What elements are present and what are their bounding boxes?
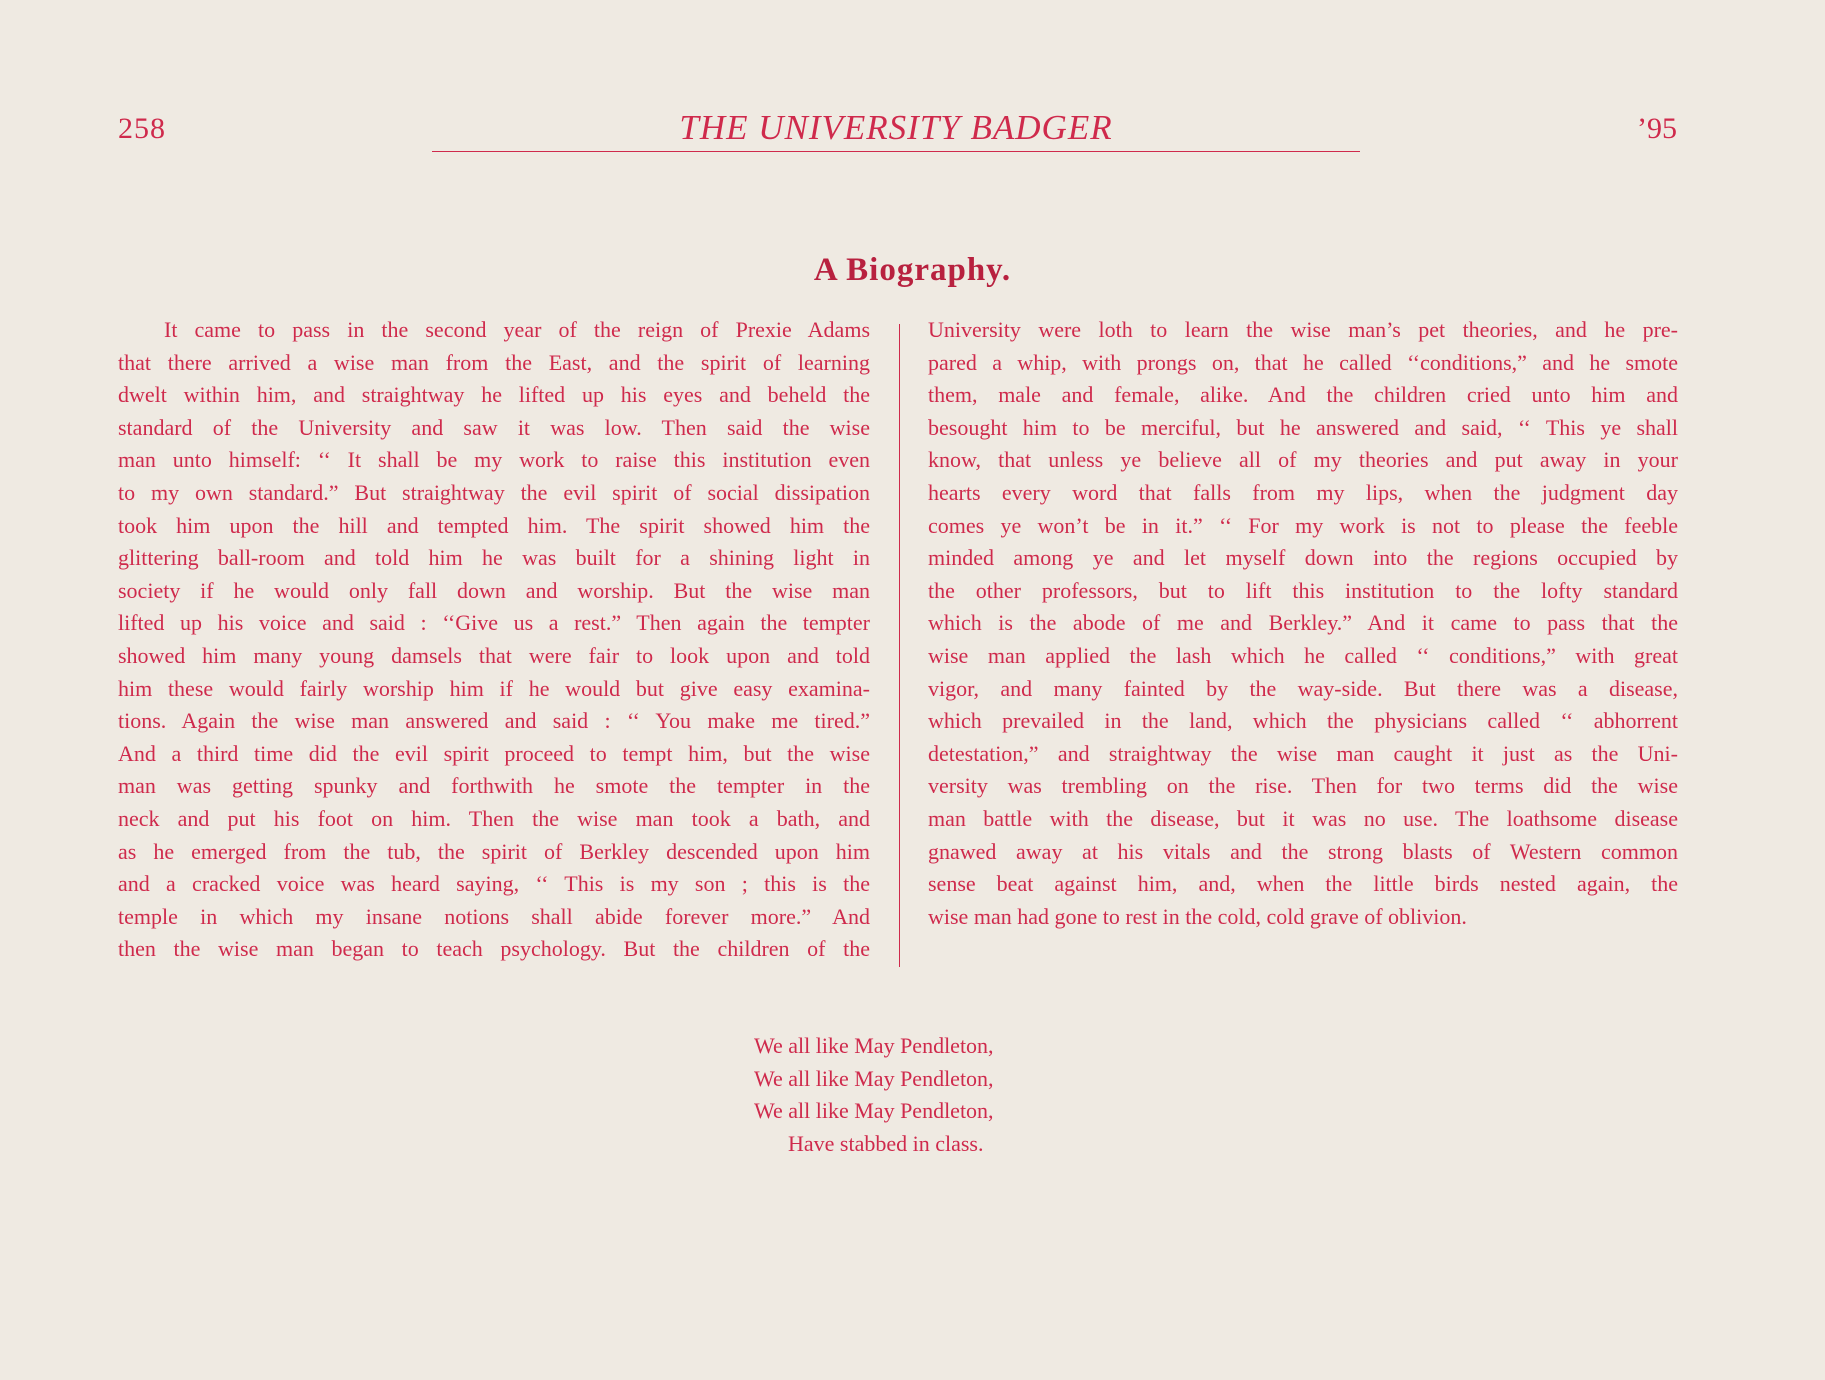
text-line: man was getting spunky and forthwith he smote the tempter in the [118,773,870,799]
text-line: tions. Again the wise man answered and said : ‘‘ You make me tired.” [118,708,870,734]
year-label: ’95 [1637,112,1677,145]
text-line: society if he would only fall down and worship. But the wise man [118,577,870,603]
text-line: minded among ye and let myself down into the regions occupied by [928,545,1678,571]
text-line: wise man applied the lash which he called ‘‘ conditions,” with great [928,642,1678,668]
text-line: gnawed away at his vitals and the strong blasts of Western common [928,838,1678,864]
verse [754,1030,994,1160]
text-line: besought him to be merciful, but he answered and said, ‘‘ This ye shall [928,414,1678,440]
text-line: him these would fairly worship him if he would but give easy examina- [118,675,870,701]
text-line: that there arrived a wise man from the East, and the spirit of learning [118,349,870,375]
text-line: which prevailed in the land, which the physicians called ‘‘ abhorrent [928,708,1678,734]
text-line: neck and put his foot on him. Then the wise man took a bath, and [118,805,870,831]
text-line: versity was trembling on the rise. Then for two terms did the wise [928,773,1678,799]
text-line: glittering ball-room and told him he was built for a shining light in [118,545,870,571]
text-line: man battle with the disease, but it was no use. The loathsome disease [928,805,1678,831]
text-line: dwelt within him, and straightway he lifted up his eyes and beheld the [118,382,870,408]
text-line: detestation,” and straightway the wise man caught it just as the Uni- [928,740,1678,766]
running-head: THE UNIVERSITY BADGER [679,108,1113,147]
text-line: wise man had gone to rest in the cold, cold grave of oblivion. [928,903,1467,929]
text-line: comes ye won’t be in it.” ‘‘ For my work is not to please the feeble [928,512,1678,538]
text-line: man unto himself: ‘‘ It shall be my work to raise this institution even [118,447,870,473]
page-number: 258 [118,112,166,145]
text-line: lifted up his voice and said : ‘‘Give us a rest.” Then again the tempter [118,610,870,636]
column-divider [899,324,900,967]
text-line: and a cracked voice was heard saying, ‘‘ This is my son ; this is the [118,871,870,897]
text-line: know, that unless ye believe all of my theories and put away in your [928,447,1678,473]
text-line: then the wise man began to teach psychology. But the children of the [118,936,870,962]
left-column [118,314,870,966]
text-line: hearts every word that falls from my lips, when the judgment day [928,479,1678,505]
article-title: A Biography. [813,252,1012,288]
text-line: showed him many young damsels that were fair to look upon and told [118,642,870,668]
verse-line: Have stabbed in class. [788,1130,984,1156]
text-line: the other professors, but to lift this institution to the lofty standard [928,577,1678,603]
verse-line: We all like May Pendleton, [754,1065,994,1091]
text-line: to my own standard.” But straightway the evil spirit of social dissipation [118,479,870,505]
text-line: temple in which my insane notions shall abide forever more.” And [118,903,870,929]
text-line: as he emerged from the tub, the spirit of Berkley descended upon him [118,838,870,864]
text-line: University were loth to learn the wise man’s pet theories, and he pre- [928,317,1678,342]
text-line: sense beat against him, and, when the little birds nested again, the [928,871,1678,897]
right-column [928,314,1678,933]
text-line: them, male and female, alike. And the children cried unto him and [928,382,1678,408]
text-line: It came to pass in the second year of the reign of Prexie Adams [164,317,870,342]
text-line: which is the abode of me and Berkley.” And it came to pass that the [928,610,1678,636]
text-line: pared a whip, with prongs on, that he called ‘‘conditions,” and he smote [928,349,1678,375]
text-line: took him upon the hill and tempted him. The spirit showed him the [118,512,870,538]
text-line: And a third time did the evil spirit proceed to tempt him, but the wise [118,740,870,766]
text-line: standard of the University and saw it was low. Then said the wise [118,414,870,440]
verse-line: We all like May Pendleton, [754,1033,994,1058]
header-rule [432,151,1360,152]
verse-line: We all like May Pendleton, [754,1098,994,1123]
text-line: vigor, and many fainted by the way-side. But there was a disease, [928,675,1678,701]
